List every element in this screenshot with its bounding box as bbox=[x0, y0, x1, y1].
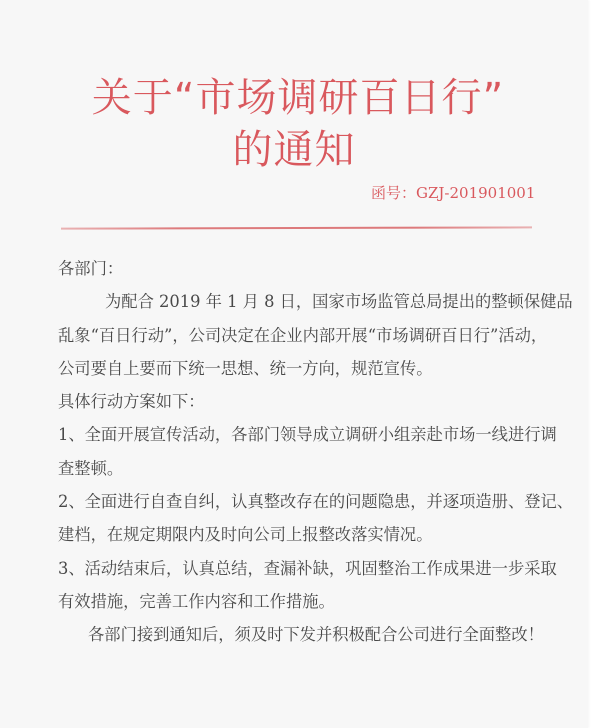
plan-item-3-line: 有效措施，完善工作内容和工作措施。 bbox=[58, 591, 335, 611]
document-number: 函号：GZJ-201901001 bbox=[371, 184, 536, 202]
plan-heading: 具体行动方案如下： bbox=[58, 392, 205, 412]
plan-item-1-line: 1、全面开展宣传活动，各部门领导成立调研小组亲赴市场一线进行调 bbox=[58, 425, 557, 445]
intro-paragraph-line: 乱象“百日行动”，公司决定在企业内部开展“市场调研百日行”活动， bbox=[58, 325, 548, 345]
document-body bbox=[58, 252, 574, 652]
closing-paragraph: 各部门接到通知后，须及时下发并积极配合公司进行全面整改！ bbox=[88, 625, 544, 645]
salutation: 各部门： bbox=[58, 259, 124, 278]
plan-item-3-line: 3、活动结束后，认真总结，查漏补缺，巩固整治工作成果进一步采取 bbox=[58, 558, 557, 578]
title-line-1: 关于“市场调研百日行” bbox=[91, 75, 505, 121]
plan-item-1-line: 查整顿。 bbox=[58, 458, 124, 478]
title-line-2: 的通知 bbox=[232, 127, 356, 173]
plan-item-2-line: 2、全面进行自查自纠，认真整改存在的问题隐患，并逐项造册、登记、 bbox=[58, 492, 574, 512]
intro-paragraph-line: 为配合 2019 年 1 月 8 日，国家市场监管总局提出的整顿保健品 bbox=[105, 292, 573, 312]
intro-paragraph-line: 公司要自上要而下统一思想、统一方向，规范宣传。 bbox=[58, 358, 433, 378]
plan-item-2-line: 建档，在规定期限内及时向公司上报整改落实情况。 bbox=[58, 525, 433, 545]
header-divider bbox=[61, 226, 532, 229]
